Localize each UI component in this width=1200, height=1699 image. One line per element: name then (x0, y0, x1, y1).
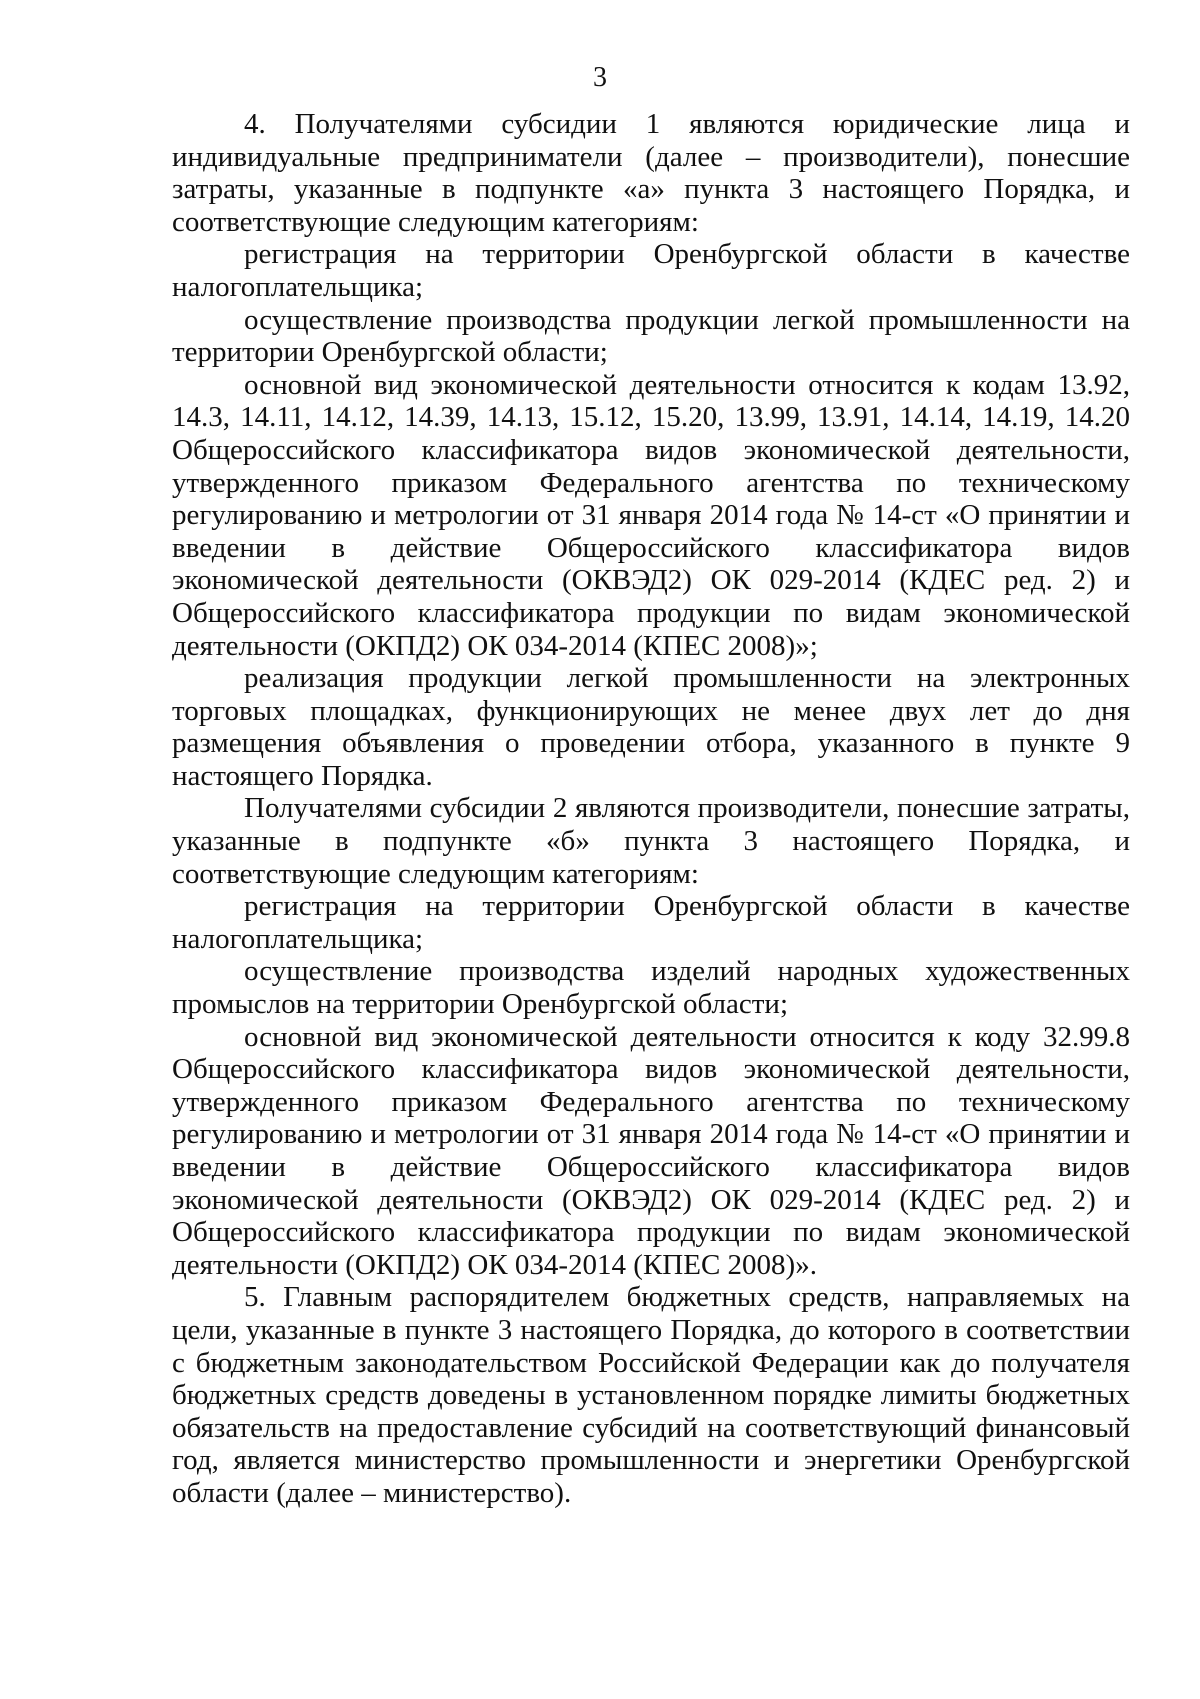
paragraph-activity-codes-2: основной вид экономической деятельности относится к коду 32.99.8 Общероссийского классификатора видов экономической деятельности, утвержденного приказом Федерального агентства по техническому регулированию и метрологии от 31 января 2014 года № 14-ст «О принятии и введении в действие Общероссийского классификатора видов экономической деятельности (ОКВЭД2) ОК 029-2014 (КДЕС ред. 2) и Общероссийского классификатора продукции по видам экономической деятельности (ОКПД2) ОК 034-2014 (КПЕС 2008)». (172, 1020, 1130, 1281)
document-body (172, 108, 1130, 1510)
paragraph-folk-crafts-production: осуществление производства изделий народных художественных промыслов на территории Оренбургской области; (172, 955, 1130, 1021)
paragraph-recipients-subsidy-2: Получателями субсидии 2 являются производители, понесшие затраты, указанные в подпункте «б» пункта 3 настоящего Порядка, и соответствующие следующим категориям: (172, 792, 1130, 890)
paragraph-light-industry-production: осуществление производства продукции легкой промышленности на территории Оренбургской области; (172, 303, 1130, 369)
paragraph-online-sales: реализация продукции легкой промышленности на электронных торговых площадках, функционирующих не менее двух лет до дня размещения объявления о проведении отбора, указанного в пункте 9 настоящего Порядка. (172, 662, 1130, 792)
paragraph-recipients-subsidy-1: 4. Получателями субсидии 1 являются юридические лица и индивидуальные предприниматели (далее – производители), понесшие затраты, указанные в подпункте «а» пункта 3 настоящего Порядка, и соответствующие следующим категориям: (172, 108, 1130, 238)
paragraph-registration-1: регистрация на территории Оренбургской области в качестве налогоплательщика; (172, 238, 1130, 303)
paragraph-activity-codes-1: основной вид экономической деятельности относится к кодам 13.92, 14.3, 14.11, 14.12, 14.39, 14.13, 15.12, 15.20, 13.99, 13.91, 14.14, 14.19, 14.20 Общероссийского классификатора видов экономической деятельности, утвержденного приказом Федерального агентства по техническому регулированию и метрологии от 31 января 2014 года № 14-ст «О принятии и введении в действие Общероссийского классификатора видов экономической деятельности (ОКВЭД2) ОК 029-2014 (КДЕС ред. 2) и Общероссийского классификатора продукции по видам экономической деятельности (ОКПД2) ОК 034-2014 (КПЕС 2008)»; (172, 368, 1130, 662)
paragraph-main-budget-manager: 5. Главным распорядителем бюджетных средств, направляемых на цели, указанные в пункте 3 настоящего Порядка, до которого в соответствии с бюджетным законодательством Российской Федерации как до получателя бюджетных средств доведены в установленном порядке лимиты бюджетных обязательств на предоставление субсидий на соответствующий финансовый год, является министерство промышленности и энергетики Оренбургской области (далее – министерство). (172, 1281, 1130, 1509)
paragraph-registration-2: регистрация на территории Оренбургской области в качестве налогоплательщика; (172, 890, 1130, 955)
page-number: 3 (593, 62, 607, 93)
